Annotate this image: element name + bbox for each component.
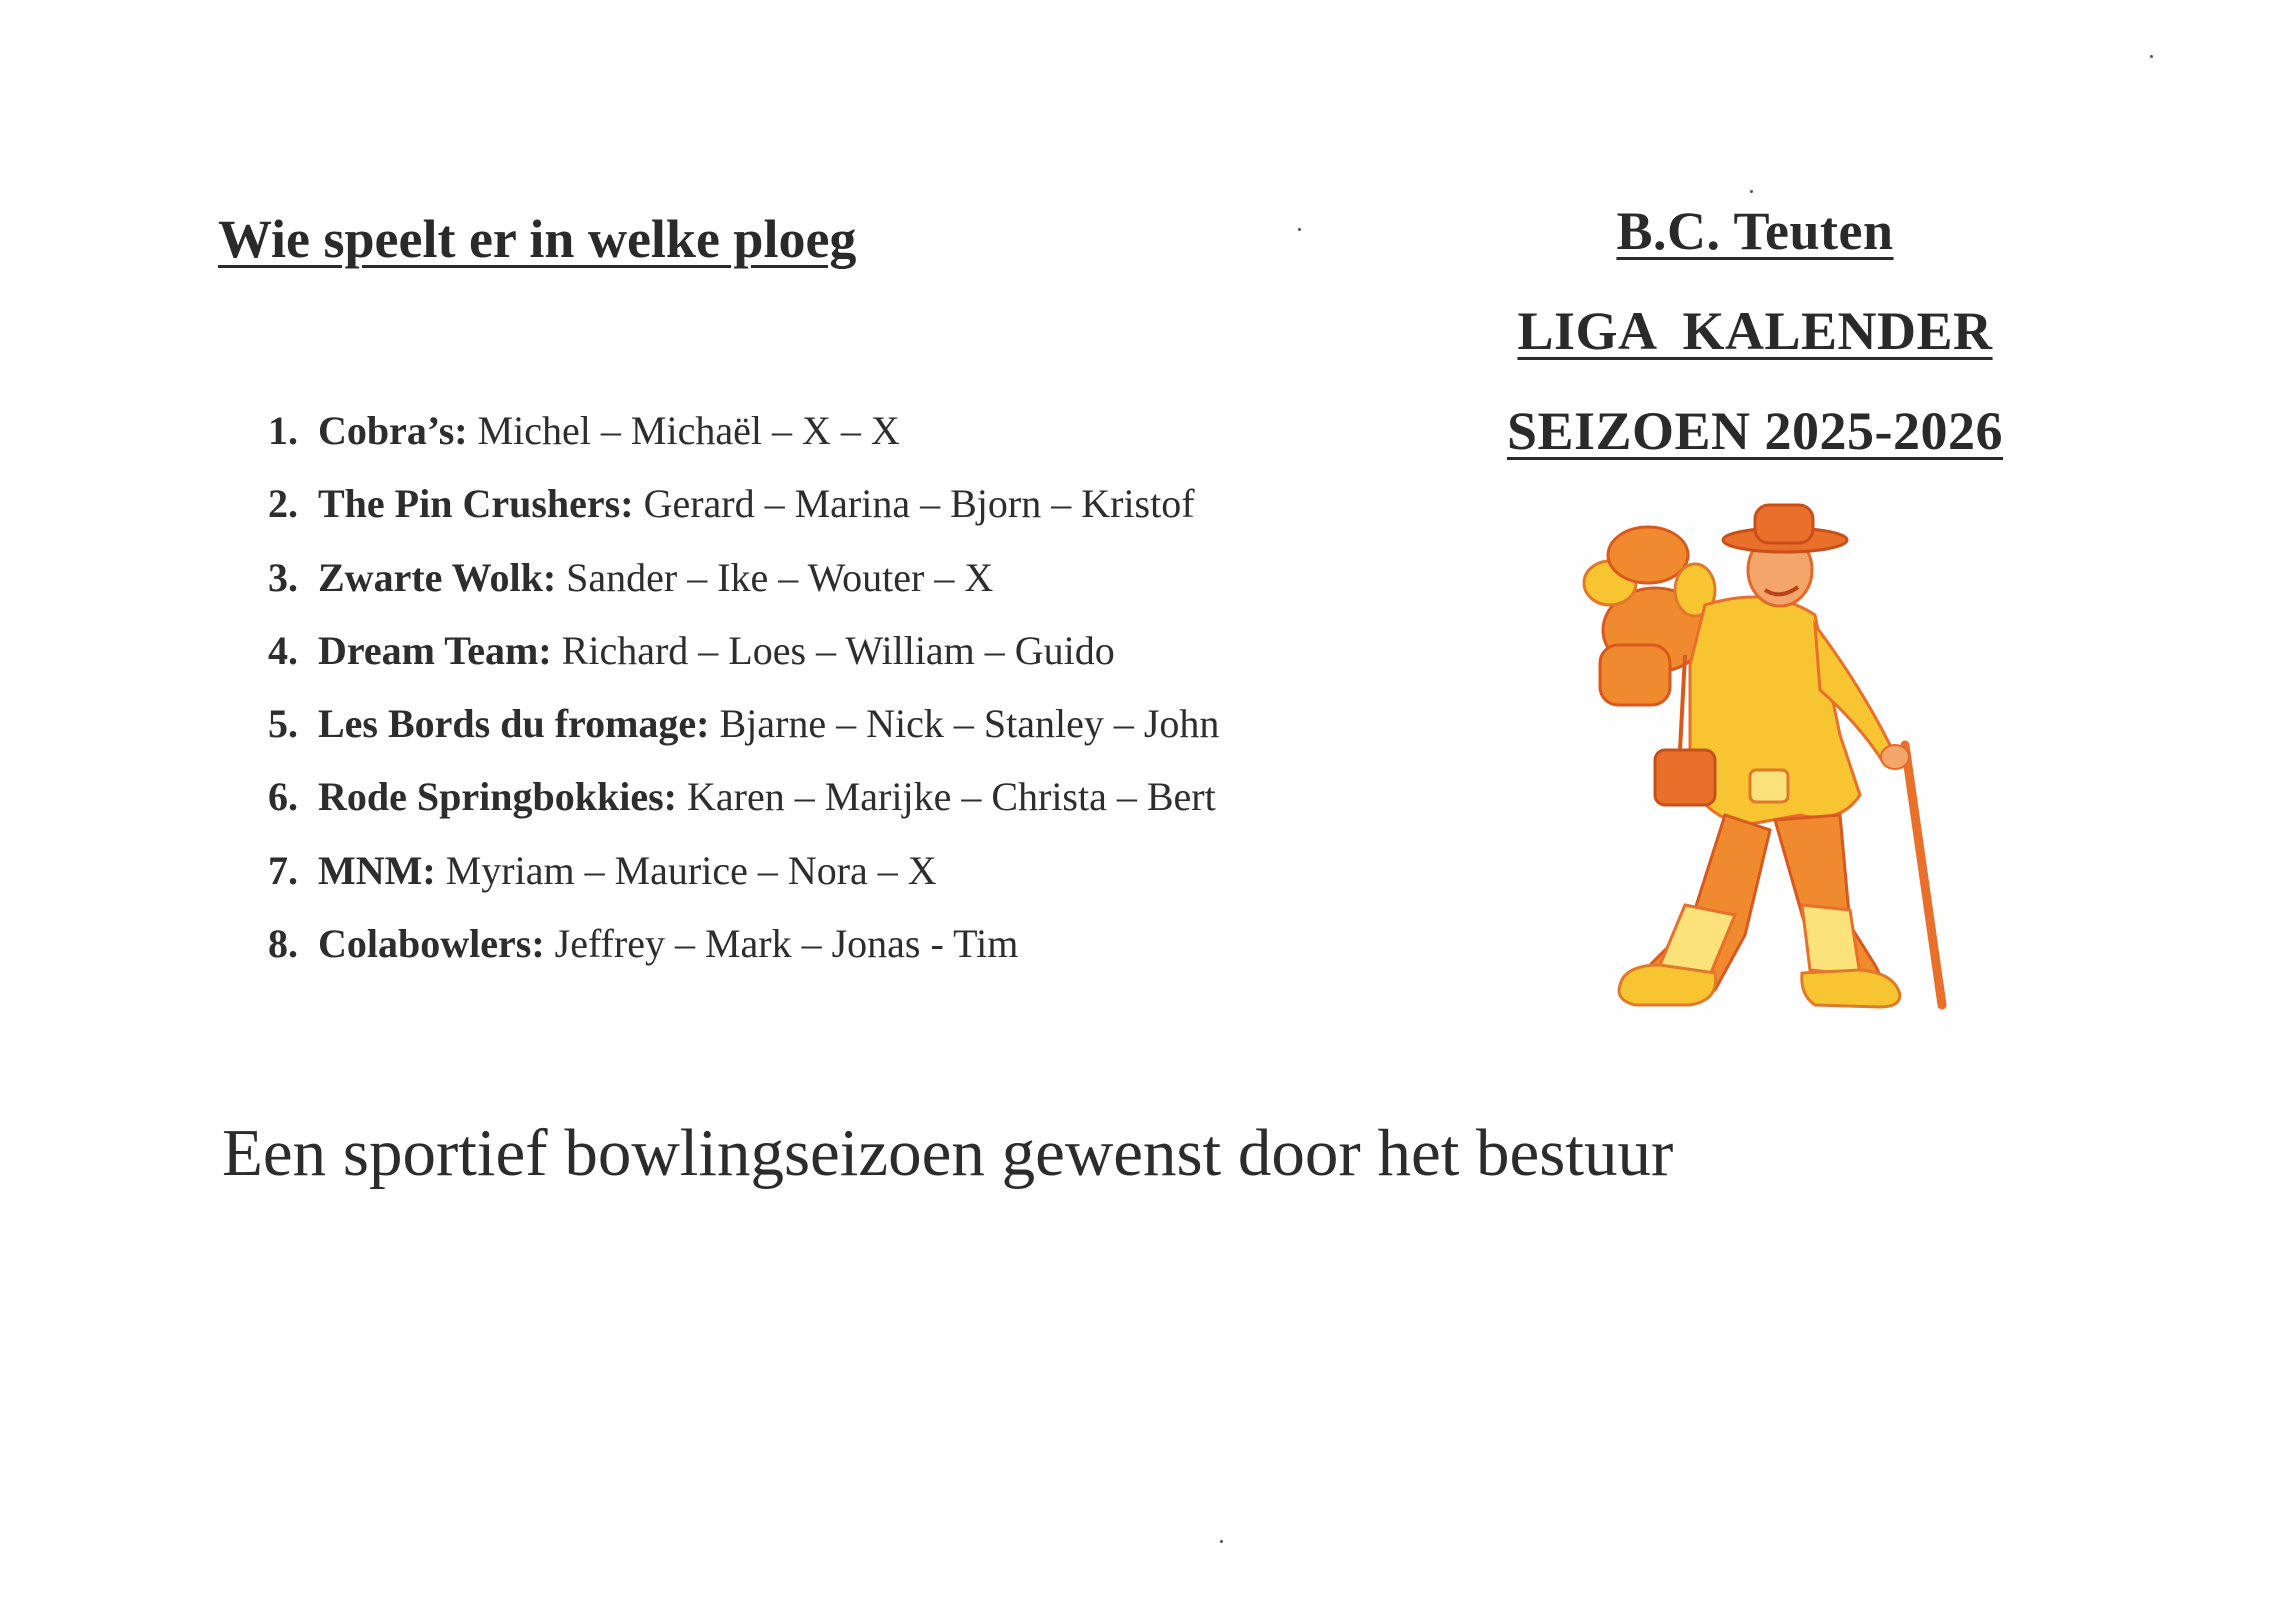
team-number: 7. <box>268 847 298 893</box>
team-name: Dream Team: <box>318 627 552 673</box>
team-name: Les Bords du fromage: <box>318 701 710 747</box>
team-number: 3. <box>268 554 298 600</box>
team-list <box>268 400 1219 986</box>
team-members: Sander – Ike – Wouter – X <box>556 554 994 600</box>
team-name: Cobra’s: <box>318 408 468 453</box>
team-number: 5. <box>268 701 298 747</box>
team-item <box>268 693 1219 766</box>
footer-wish: Een sportief bowlingseizoen gewenst door het bestuur <box>222 1116 1674 1190</box>
team-number: 6. <box>268 774 298 820</box>
scan-speck <box>1750 190 1753 193</box>
team-item <box>268 840 1219 913</box>
team-name: Rode Springbokkies: <box>318 774 677 820</box>
team-item <box>268 913 1219 986</box>
team-members: Karen – Marijke – Christa – Bert <box>676 774 1216 820</box>
team-number: 8. <box>268 921 298 967</box>
team-members: Michel – Michaël – X – X <box>467 408 900 453</box>
team-item <box>268 620 1219 693</box>
team-item <box>268 400 1219 473</box>
team-number: 2. <box>268 481 298 527</box>
calendar-title: LIGA KALENDER <box>1517 301 1993 361</box>
scan-speck <box>2150 55 2153 58</box>
season-title: SEIZOEN 2025-2026 <box>1506 401 2004 461</box>
team-name: MNM: <box>318 847 436 893</box>
team-item <box>268 473 1219 546</box>
scan-speck <box>1220 1540 1223 1543</box>
team-members: Myriam – Maurice – Nora – X <box>435 847 937 893</box>
team-members: Jeffrey – Mark – Jonas - Tim <box>544 921 1019 967</box>
team-members: Gerard – Marina – Bjorn – Kristof <box>633 481 1195 527</box>
team-members: Richard – Loes – William – Guido <box>551 627 1115 673</box>
club-name: B.C. Teuten <box>1616 201 1894 261</box>
team-item <box>268 547 1219 620</box>
team-item <box>268 766 1219 839</box>
team-name: Colabowlers: <box>318 921 545 967</box>
team-name: Zwarte Wolk: <box>318 554 557 600</box>
team-members: Bjarne – Nick – Stanley – John <box>709 701 1220 747</box>
team-list-heading: Wie speelt er in welke ploeg <box>218 209 857 269</box>
peddler-figure-illustration <box>1540 495 1970 1030</box>
scan-speck <box>1298 228 1301 231</box>
team-number: 4. <box>268 627 298 673</box>
team-number: 1. <box>268 408 298 453</box>
team-name: The Pin Crushers: <box>318 481 634 527</box>
